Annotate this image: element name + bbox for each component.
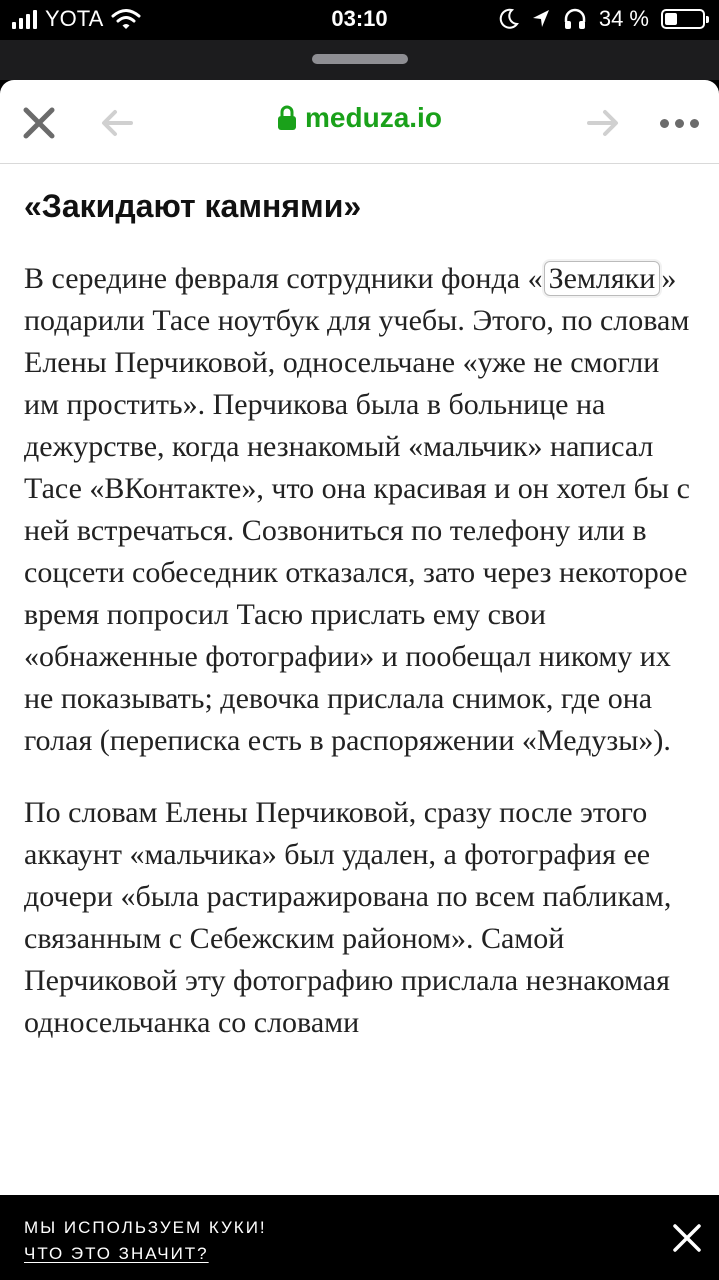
sheet-grabber[interactable] bbox=[312, 54, 408, 64]
status-right bbox=[499, 6, 705, 32]
article-paragraph: По словам Елены Перчиковой, сразу после этого аккаунт «мальчика» был удален, а фотография ее дочери «была растиражирована по всем пабликам, связанным с Себежским районом». Самой Перчиковой эту фотографию прислала незнакомая односельчанка со словами bbox=[24, 796, 672, 1039]
cookie-banner bbox=[0, 1195, 719, 1280]
paragraph-text: В середине февраля сотрудники фонда « bbox=[24, 262, 543, 295]
section-heading: «Закидают камнями» bbox=[24, 188, 362, 224]
cookie-info-link[interactable]: ЧТО ЭТО ЗНАЧИТ? bbox=[24, 1244, 209, 1263]
forward-arrow-icon[interactable] bbox=[586, 108, 620, 138]
moon-icon bbox=[499, 8, 519, 30]
headphones-icon bbox=[563, 8, 587, 30]
more-icon[interactable] bbox=[660, 110, 704, 136]
carrier-name: YOTA bbox=[45, 6, 104, 31]
in-app-browser bbox=[0, 80, 719, 1280]
cookie-notice-text: МЫ ИСПОЛЬЗУЕМ КУКИ! bbox=[24, 1218, 267, 1237]
browser-toolbar bbox=[0, 80, 719, 164]
link-zemlyaki[interactable]: Земляки bbox=[544, 261, 661, 296]
battery-percent: 34 % bbox=[598, 6, 649, 31]
location-arrow-icon bbox=[531, 8, 551, 30]
clock: 03:10 bbox=[331, 6, 388, 31]
close-icon[interactable] bbox=[672, 1223, 702, 1253]
url-text: meduza.io bbox=[305, 102, 442, 133]
paragraph-text: » подарили Тасе ноутбук для учебы. Этого, по словам Елены Перчиковой, односельчане «уже не смогли им простить». Перчикова была в больнице на дежурстве, когда незнакомый «мальчик» написал Тасе «ВКонтакте», что она красивая и он хотел бы с ней встречаться. Созвониться по телефону или в соцсети собеседник отказался, зато через некоторое время попросил Тасю прислать ему свои «обнаженные фотографии» и пообещал никому их не показывать; девочка прислала снимок, где она голая (переписка есть в распоряжении «Медузы»). bbox=[24, 262, 690, 757]
battery-icon bbox=[661, 9, 705, 29]
article-paragraph bbox=[24, 258, 700, 762]
article-content bbox=[24, 184, 700, 1074]
status-bar bbox=[0, 0, 719, 40]
cookie-message bbox=[24, 1215, 267, 1267]
lock-icon bbox=[277, 105, 297, 131]
